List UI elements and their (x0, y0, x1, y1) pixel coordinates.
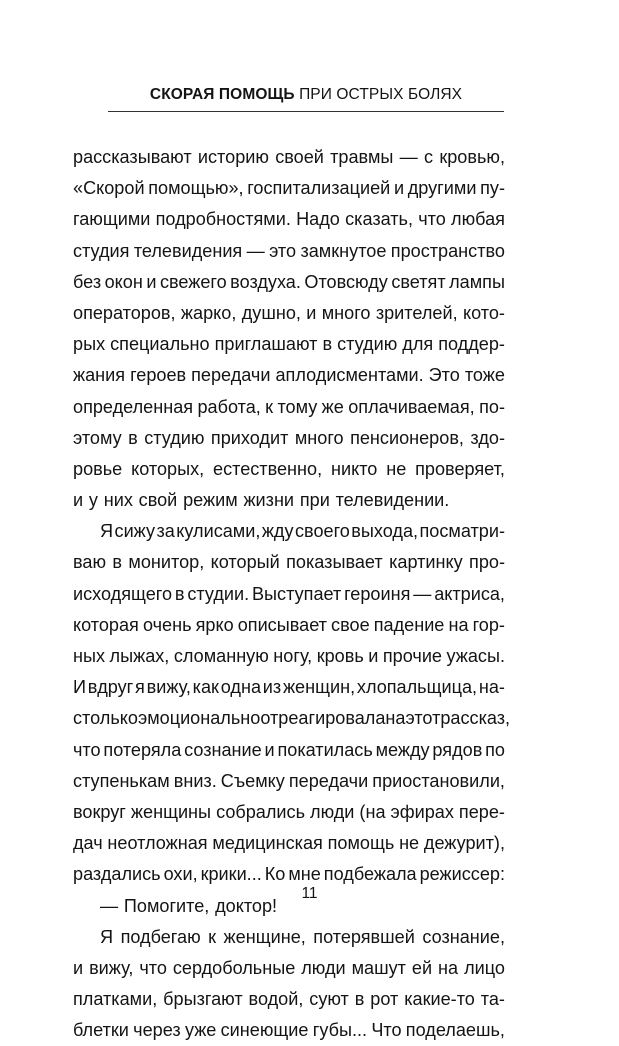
word: героиня (344, 583, 411, 604)
word: ровье (73, 458, 123, 479)
text-line (73, 423, 505, 454)
word: сознание, (422, 926, 505, 947)
word: и (73, 957, 84, 978)
word: аплодисментами. (275, 365, 424, 386)
word: женщин, (282, 677, 356, 698)
word: оплачиваемая, (348, 396, 475, 417)
word: показывает (286, 552, 383, 573)
word: в (128, 427, 138, 448)
word: вижу, (89, 957, 134, 978)
word: Это (428, 365, 460, 386)
text-line (73, 672, 505, 703)
word: что (73, 739, 101, 760)
word: это (269, 240, 297, 261)
word: пере- (458, 801, 505, 822)
word: историю (197, 147, 269, 167)
word: с (424, 147, 434, 167)
word: губы... (312, 1020, 368, 1041)
text-line (73, 547, 505, 578)
word: кулисами, (176, 521, 261, 542)
word: для (402, 334, 434, 355)
text-line (73, 516, 505, 547)
word: тоже (464, 365, 505, 386)
word: неотложная (107, 833, 208, 854)
word: к (265, 396, 274, 417)
word: Ко (264, 864, 286, 885)
word: рых (73, 334, 106, 355)
word: другими (407, 178, 477, 199)
word: много (321, 302, 371, 323)
word: хлопальщица, (356, 677, 478, 698)
word: Я (100, 521, 114, 542)
word: сижу (114, 521, 156, 542)
word: ногу, (273, 646, 313, 666)
word: рассказывают (73, 147, 192, 167)
word: собрались (216, 801, 306, 822)
word: про- (469, 552, 505, 573)
word: без (73, 271, 102, 292)
word: женщины (130, 801, 212, 822)
word: жизни (243, 490, 295, 511)
text-line (73, 797, 505, 828)
word: доктор! (215, 895, 278, 916)
word: на (438, 957, 459, 978)
word: водой, (248, 989, 304, 1010)
word: исходящего (73, 583, 173, 604)
word: Отовсюду (304, 271, 388, 292)
word: в (354, 989, 365, 1010)
word: жду (261, 521, 294, 542)
word: одна (220, 677, 262, 698)
word: за (156, 521, 175, 542)
word: — (413, 583, 432, 604)
word: какие-то (404, 989, 475, 1010)
word: жарко, (180, 302, 237, 323)
text-line (73, 454, 505, 485)
text-line (73, 204, 505, 235)
text-line (73, 142, 505, 173)
word: покатилась (277, 739, 373, 760)
word: крики... (200, 864, 262, 885)
word: проверяет, (415, 458, 505, 479)
word: лампы (449, 271, 505, 292)
word: Помогите, (123, 895, 210, 916)
word: помощью», (148, 178, 244, 199)
word: не (386, 458, 407, 479)
text-line (73, 641, 505, 672)
word: режиссер: (419, 864, 505, 885)
word: гающими (73, 209, 151, 230)
text-line (73, 329, 505, 360)
word: светят (391, 271, 446, 292)
word: мне (288, 864, 321, 885)
word: помощь (327, 833, 395, 854)
text-line (73, 766, 505, 797)
word: госпитализацией (247, 178, 391, 199)
word: та- (480, 989, 505, 1010)
text-line (73, 703, 511, 734)
word: машут (351, 957, 406, 978)
text-line (73, 392, 505, 423)
text-line (73, 610, 505, 641)
text-line (73, 1015, 505, 1046)
word: вниз. (173, 770, 217, 791)
word: Надо (296, 209, 340, 230)
word: подбегаю (120, 926, 201, 947)
word: люди (310, 801, 355, 822)
word: ярко (195, 614, 234, 635)
word: кровь (316, 646, 364, 666)
word: посматри- (419, 521, 505, 542)
word: который (210, 552, 280, 573)
word: по- (479, 396, 505, 417)
word: отреагировала (260, 708, 386, 729)
word: поделаешь, (405, 1020, 505, 1041)
word: уже (184, 1020, 217, 1041)
word: режим (183, 490, 238, 511)
word: дежурит), (423, 833, 505, 854)
word: и (264, 739, 275, 760)
word: пу- (480, 178, 505, 199)
word: студии. (187, 583, 250, 604)
word: картинку (389, 552, 463, 573)
word: подбежала (323, 864, 417, 885)
word: люди (301, 957, 346, 978)
word: описывает (237, 614, 327, 635)
word: и (368, 646, 379, 666)
word: что (139, 957, 167, 978)
word: ваю (73, 552, 107, 573)
word: кровью, (439, 147, 505, 167)
word: определенная (73, 396, 194, 417)
text-line (73, 236, 505, 267)
word: вокруг (73, 801, 126, 822)
word: которых, (131, 458, 205, 479)
word: же (321, 396, 344, 417)
word: раздались (73, 864, 161, 885)
word: у (88, 490, 98, 511)
text-line (73, 267, 505, 298)
word: студию (144, 427, 205, 448)
word: «Скорой (73, 178, 145, 199)
word: не (399, 833, 420, 854)
word: поддер- (438, 334, 505, 355)
text-line (73, 360, 505, 391)
word: телевидении. (335, 490, 450, 511)
word: сказать, (345, 209, 414, 230)
word: потеряла (103, 739, 182, 760)
word: вижу, (146, 677, 191, 698)
word: приглашают (214, 334, 318, 355)
word: — (100, 895, 119, 916)
word: брызгают (163, 989, 243, 1010)
word: ей (411, 957, 433, 978)
word: блетки (73, 1020, 129, 1041)
word: на (385, 708, 406, 729)
word: сломанную (173, 646, 269, 666)
running-head-bold: СКОРАЯ ПОМОЩЬ (149, 86, 295, 103)
word: платками, (73, 989, 158, 1010)
word: и (393, 178, 405, 199)
word: И (73, 677, 87, 698)
word: гор- (472, 614, 505, 635)
word: ступенькам (73, 770, 170, 791)
word: Я (100, 926, 114, 947)
word: замкнутое (300, 240, 387, 261)
word: монитор, (128, 552, 205, 573)
word: этот (405, 708, 441, 729)
text-line (73, 579, 505, 610)
word: свежего (159, 271, 227, 292)
text-line (73, 922, 505, 953)
word: много (294, 427, 344, 448)
header-rule (108, 111, 504, 112)
word: лыжах, (109, 646, 170, 666)
word: окон (104, 271, 143, 292)
word: на (448, 614, 469, 635)
word: через (133, 1020, 181, 1041)
word: кото- (462, 302, 505, 323)
word: дач (73, 833, 103, 854)
word: как (192, 677, 219, 698)
word: передачи (288, 770, 369, 791)
word: душно, (241, 302, 301, 323)
word: героев (130, 365, 187, 386)
word: вдруг (87, 677, 134, 698)
word: к (208, 926, 217, 947)
word: и (306, 302, 317, 323)
body-text (73, 142, 511, 1046)
word: пространство (390, 240, 505, 261)
word: здо- (470, 427, 505, 448)
text-line (73, 953, 505, 984)
word: рядов (432, 739, 483, 760)
text-line (73, 173, 505, 204)
word: любая (451, 209, 505, 230)
word: актриса, (434, 583, 505, 604)
word: этому (73, 427, 122, 448)
word: медицинская (212, 833, 323, 854)
word: никто (330, 458, 378, 479)
running-head-regular: ПРИ ОСТРЫХ БОЛЯХ (299, 86, 463, 103)
word: я (135, 677, 145, 698)
word: по (485, 739, 505, 760)
word: — (246, 240, 265, 261)
word: своей (275, 147, 324, 167)
word: травмы (330, 147, 394, 167)
word: эмоционально (137, 708, 261, 729)
word: естественно, (213, 458, 323, 479)
word: студию (337, 334, 398, 355)
word: рассказ, (440, 708, 511, 729)
word: своего (294, 521, 350, 542)
word: свое (331, 614, 370, 635)
word: жания (73, 365, 126, 386)
word: пенсионеров, (350, 427, 464, 448)
word: приходит (210, 427, 289, 448)
word: Что (371, 1020, 402, 1041)
word: свой (138, 490, 178, 511)
word: Выступает (251, 583, 342, 604)
running-head (108, 86, 504, 104)
word: из (262, 677, 282, 698)
word: в (174, 583, 185, 604)
word: эфирах (390, 801, 454, 822)
word: в (112, 552, 123, 573)
word: между (375, 739, 430, 760)
text-line (73, 298, 505, 329)
word: — (399, 147, 418, 167)
word: и (73, 490, 84, 511)
word: сознание (184, 739, 262, 760)
word: падение (373, 614, 445, 635)
word: в (322, 334, 333, 355)
text-line (73, 735, 505, 766)
word: рот (370, 989, 399, 1010)
word: (на (359, 801, 386, 822)
word: женщине, (223, 926, 306, 947)
word: суют (309, 989, 349, 1010)
word: студия (73, 240, 130, 261)
word: что (418, 209, 446, 230)
page-number: 11 (301, 885, 318, 902)
word: воздуха. (230, 271, 301, 292)
word: передачи (191, 365, 271, 386)
word: ных (73, 646, 106, 666)
word: и (146, 271, 157, 292)
word: ужасы. (446, 646, 505, 666)
word: лицо (464, 957, 505, 978)
word: работа, (197, 396, 261, 417)
word: них (103, 490, 133, 511)
word: тому (277, 396, 318, 417)
word: на- (478, 677, 505, 698)
word: операторов, (73, 302, 176, 323)
word: сердобольные (172, 957, 296, 978)
text-line (73, 485, 505, 516)
word: которая (73, 614, 139, 635)
word: специально (110, 334, 210, 355)
word: зрителей, (375, 302, 458, 323)
word: потерявшей (313, 926, 415, 947)
word: Съемку (220, 770, 285, 791)
word: выхода, (351, 521, 419, 542)
word: приостановили, (372, 770, 505, 791)
word: при (299, 490, 330, 511)
word: подробностями. (155, 209, 291, 230)
word: очень (142, 614, 192, 635)
word: синеющие (220, 1020, 309, 1041)
word: столько (73, 708, 138, 729)
word: прочие (382, 646, 442, 666)
word: телевидения (133, 240, 243, 261)
word: охи, (163, 864, 198, 885)
text-line (73, 828, 505, 859)
